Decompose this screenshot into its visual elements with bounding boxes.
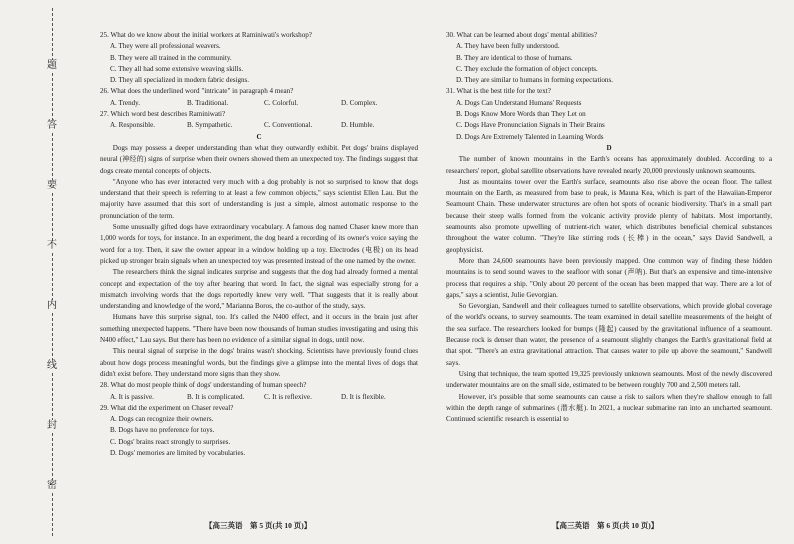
margin-char: 题 (44, 60, 60, 71)
answer-option: C. Dogs Have Pronunciation Signals in Their Brains (455, 121, 605, 130)
option-item: A. Responsible. (109, 121, 156, 130)
option-item: D. It is flexible. (340, 392, 386, 401)
question: 27. Which word best describes Raminiwati? (100, 110, 226, 119)
section-heading: C (256, 132, 262, 141)
left-column (100, 30, 418, 459)
question: 28. What do most people think of dogs' understanding of human speech? (100, 381, 307, 390)
paragraph: This neural signal of surprise in the dogs' brains wasn't shocking. Scientists have previously found clues about how dogs process meaningful words, but the findings give a glimpse into the mental lives of dogs that didn't exist before. They understand more signs than they show. (100, 347, 418, 378)
question: 25. What do we know about the initial workers at Raminiwati's workshop? (100, 31, 312, 39)
option-row (100, 120, 418, 131)
margin-char: 封 (44, 420, 60, 431)
answer-option: A. Dogs can recognize their owners. (109, 415, 214, 424)
binding-dashed-line (52, 8, 53, 536)
paragraph: Some unusually gifted dogs have extraordinary vocabulary. A famous dog named Chaser knew more than 1,000 words for toys, for instance. In an experiment, the dog heard a recording of its owner's voice saying the word for a toy. Then, it saw the owner appear in a window holding up a toy. Electrodes (电极) on its head picked up stronger brain signals when an unexpected toy was presented instead of the one named by the owner. (100, 223, 418, 265)
margin-char: 内 (44, 300, 60, 311)
margin-char: 不 (44, 240, 60, 251)
question: 31. What is the best title for the text? (446, 87, 551, 96)
option-item: A. It is passive. (109, 392, 154, 401)
paragraph: More than 24,600 seamounts have been previously mapped. One common way of finding these hidden mountains is to send sound waves to the seafloor with sonar (声呐). But that's an expensive and time-intensive process that requires a ship. "Only about 20 percent of the ocean has been mapped that way. There are a lot of gaps," says a scientist, Julie Gevorgian. (446, 256, 772, 299)
paragraph: "Anyone who has ever interacted very much with a dog probably is not so surprised to know that dogs understand that their speech is referring to at least a few common objects," says scientist Ellen Lau. But the majority have assumed that this sort of understanding is just a simple, almost automatic response to the pronunciation of the term. (100, 177, 418, 220)
paragraph: The researchers think the signal indicates surprise and suggests that the dog had already formed a mental concept and expectation of the toy after hearing that word. In fact, the signal was especially strong for a mismatch involving words that the dogs reportedly knew very well. "That suggests that it is really about understanding and knowledge of the word," Marianna Boros, the co-author of the study, says. (100, 268, 418, 311)
margin-char: 答 (44, 120, 60, 131)
margin-char: 密 (44, 480, 60, 491)
option-item: C. Colorful. (263, 98, 299, 107)
option-item: B. Sympathetic. (186, 121, 233, 130)
option-item: B. Traditional. (186, 98, 229, 107)
option-item: C. It is reflexive. (263, 392, 312, 401)
answer-option: B. Dogs have no preference for toys. (109, 426, 215, 435)
paragraph: However, it's possible that some seamounts can cause a risk to sailors when they're shallow enough to fall within the depth range of submarines (潜水艇). In 2021, a nuclear submarine ran into an uncharted seamount. Continued scientific research is essential to (446, 392, 772, 424)
page-footer-right: 【高三英语 第 6 页(共 10 页)】 (552, 521, 659, 530)
answer-option: C. They exclude the formation of object concepts. (455, 64, 598, 73)
answer-option: A. They have been fully understood. (455, 42, 560, 51)
option-item: D. Complex. (340, 98, 378, 107)
answer-option: C. Dogs' brains react strongly to surprises. (109, 437, 231, 446)
option-item: B. It is complicated. (186, 392, 245, 401)
answer-option: C. They all had some extensive weaving skills. (109, 64, 244, 73)
answer-option: A. They were all professional weavers. (109, 42, 221, 51)
answer-option: D. Dogs' memories are limited by vocabularies. (109, 448, 246, 457)
question: 30. What can be learned about dogs' mental abilities? (446, 31, 598, 39)
section-heading: D (606, 143, 612, 152)
question: 26. What does the underlined word "intricate" in paragraph 4 mean? (100, 87, 294, 96)
paragraph: So Gevorgian, Sandwell and their colleagues turned to satellite observations, which provide global coverage of the world's oceans, to survey seamounts. The team examined in detail satellite measurements of the height of the sea surface. The researchers looked for bumps (隆起) caused by the gravitational influence of a seamount. Because rock is denser than water, the presence of a seamount slightly changes the Earth's gravitational field at that spot. "There's an extra gravitational attraction. That causes water to pile up above the seamount," Sandwell says. (446, 302, 772, 367)
option-item: A. Trendy. (109, 98, 141, 107)
paragraph: Using that technique, the team spotted 19,325 previously unknown seamounts. Most of the newly discovered underwater mountains are on the small side, estimated to be between roughly 700 and 2,500 meters tall. (446, 369, 772, 390)
answer-option: B. They are identical to those of humans. (455, 53, 573, 62)
page-footer-left: 【高三英语 第 5 页(共 10 页)】 (205, 521, 312, 530)
option-item: D. Humble. (340, 121, 375, 130)
question: 29. What did the experiment on Chaser reveal? (100, 403, 234, 412)
option-row (100, 98, 418, 109)
answer-option: B. Dogs Know More Words than They Let on (455, 110, 586, 119)
option-row (100, 392, 418, 403)
margin-char: 要 (44, 180, 60, 191)
answer-option: A. Dogs Can Understand Humans' Requests (455, 98, 582, 107)
answer-option: D. They all specialized in modern fabric designs. (109, 76, 250, 85)
answer-option: D. Dogs Are Extremely Talented in Learning Words (455, 132, 604, 141)
answer-option: B. They were all trained in the community. (109, 53, 232, 62)
paragraph: The number of known mountains in the Earth's oceans has approximately doubled. According to a researchers' report, global satellite observations have revealed nearly 20,000 previously unknown seamounts. (446, 155, 772, 175)
paragraph: Just as mountains tower over the Earth's surface, seamounts also rise above the ocean floor. The tallest mountain on the Earth, as measured from base to peak, is Mauna Kea, which is part of the Hawaiian-Emperor Seamount Chain. These underwater structures are often hot spots of oceanic biodiversity. That's in a small part because their steep walls formed from the volcanic activity provide plenty of habitats. Most importantly, seamounts also promote upwelling of nutrient-rich water, which distributes beneficial chemical substances throughout the water column. "They're like stirring rods (长棒) in the ocean," says David Sandwell, a geophysicist. (446, 177, 772, 254)
paragraph: Dogs may possess a deeper understanding than what they outwardly exhibit. Pet dogs' brains displayed neural (神经的) signs of surprise when their owners showed them an unexpected toy. The findings suggest that dogs create mental concepts of objects. (100, 143, 418, 175)
paragraph: Humans have this surprise signal, too. It's called the N400 effect, and it occurs in the brain just after something unexpected happens. "There have been now thousands of human studies investigating and using this N400 effect," Lau says. But there has been no evidence of a similar signal in dogs, until now. (100, 313, 418, 345)
answer-option: D. They are similar to humans in forming expectations. (455, 76, 614, 85)
option-item: C. Conventional. (263, 121, 313, 130)
margin-char: 线 (44, 360, 60, 371)
binding-margin (0, 0, 78, 544)
right-column (446, 30, 772, 425)
